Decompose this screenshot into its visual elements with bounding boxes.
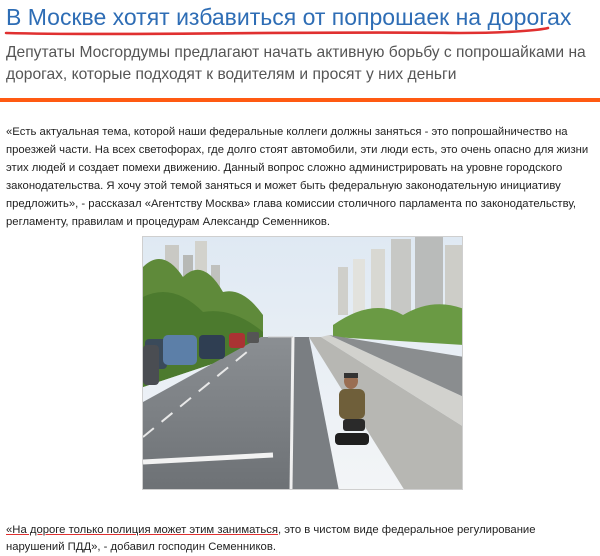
article-quote: [6, 522, 594, 556]
accent-divider: [0, 98, 600, 102]
article-body: «Есть актуальная тема, которой наши федеральные коллеги должны заняться - это попрошайничество на проезжей части. На всех светофорах, где долго стоят автомобили, эти люди есть, это очень опасно для жизни этих людей и создает помехи движению. Данный вопрос сложно администрировать на уровне городского законодательства. Я хочу этой темой заняться и может быть федеральную законодательную инициативу предложить», - рассказал «Агентству Москва» глава комиссии столичного парламента по законодательству, регламенту, правилам и процедурам Александр Семенников.: [6, 126, 589, 228]
article-headline: В Москве хотят избавиться от попрошаек на дорогах: [6, 4, 572, 30]
quote-rest-text: , это в чистом виде федеральное регулирование нарушений ПДД», - добавил господин Семенников.: [6, 524, 536, 553]
article-lead: Депутаты Мосгордумы предлагают начать активную борьбу с попрошайками на дорогах, которые подходят к водителям и просят у них деньги: [6, 44, 586, 83]
headline-red-annotation: [0, 0, 600, 40]
article-photo: [142, 236, 463, 490]
quote-underlined-text: «На дороге только полиция может этим заниматься: [6, 524, 278, 536]
